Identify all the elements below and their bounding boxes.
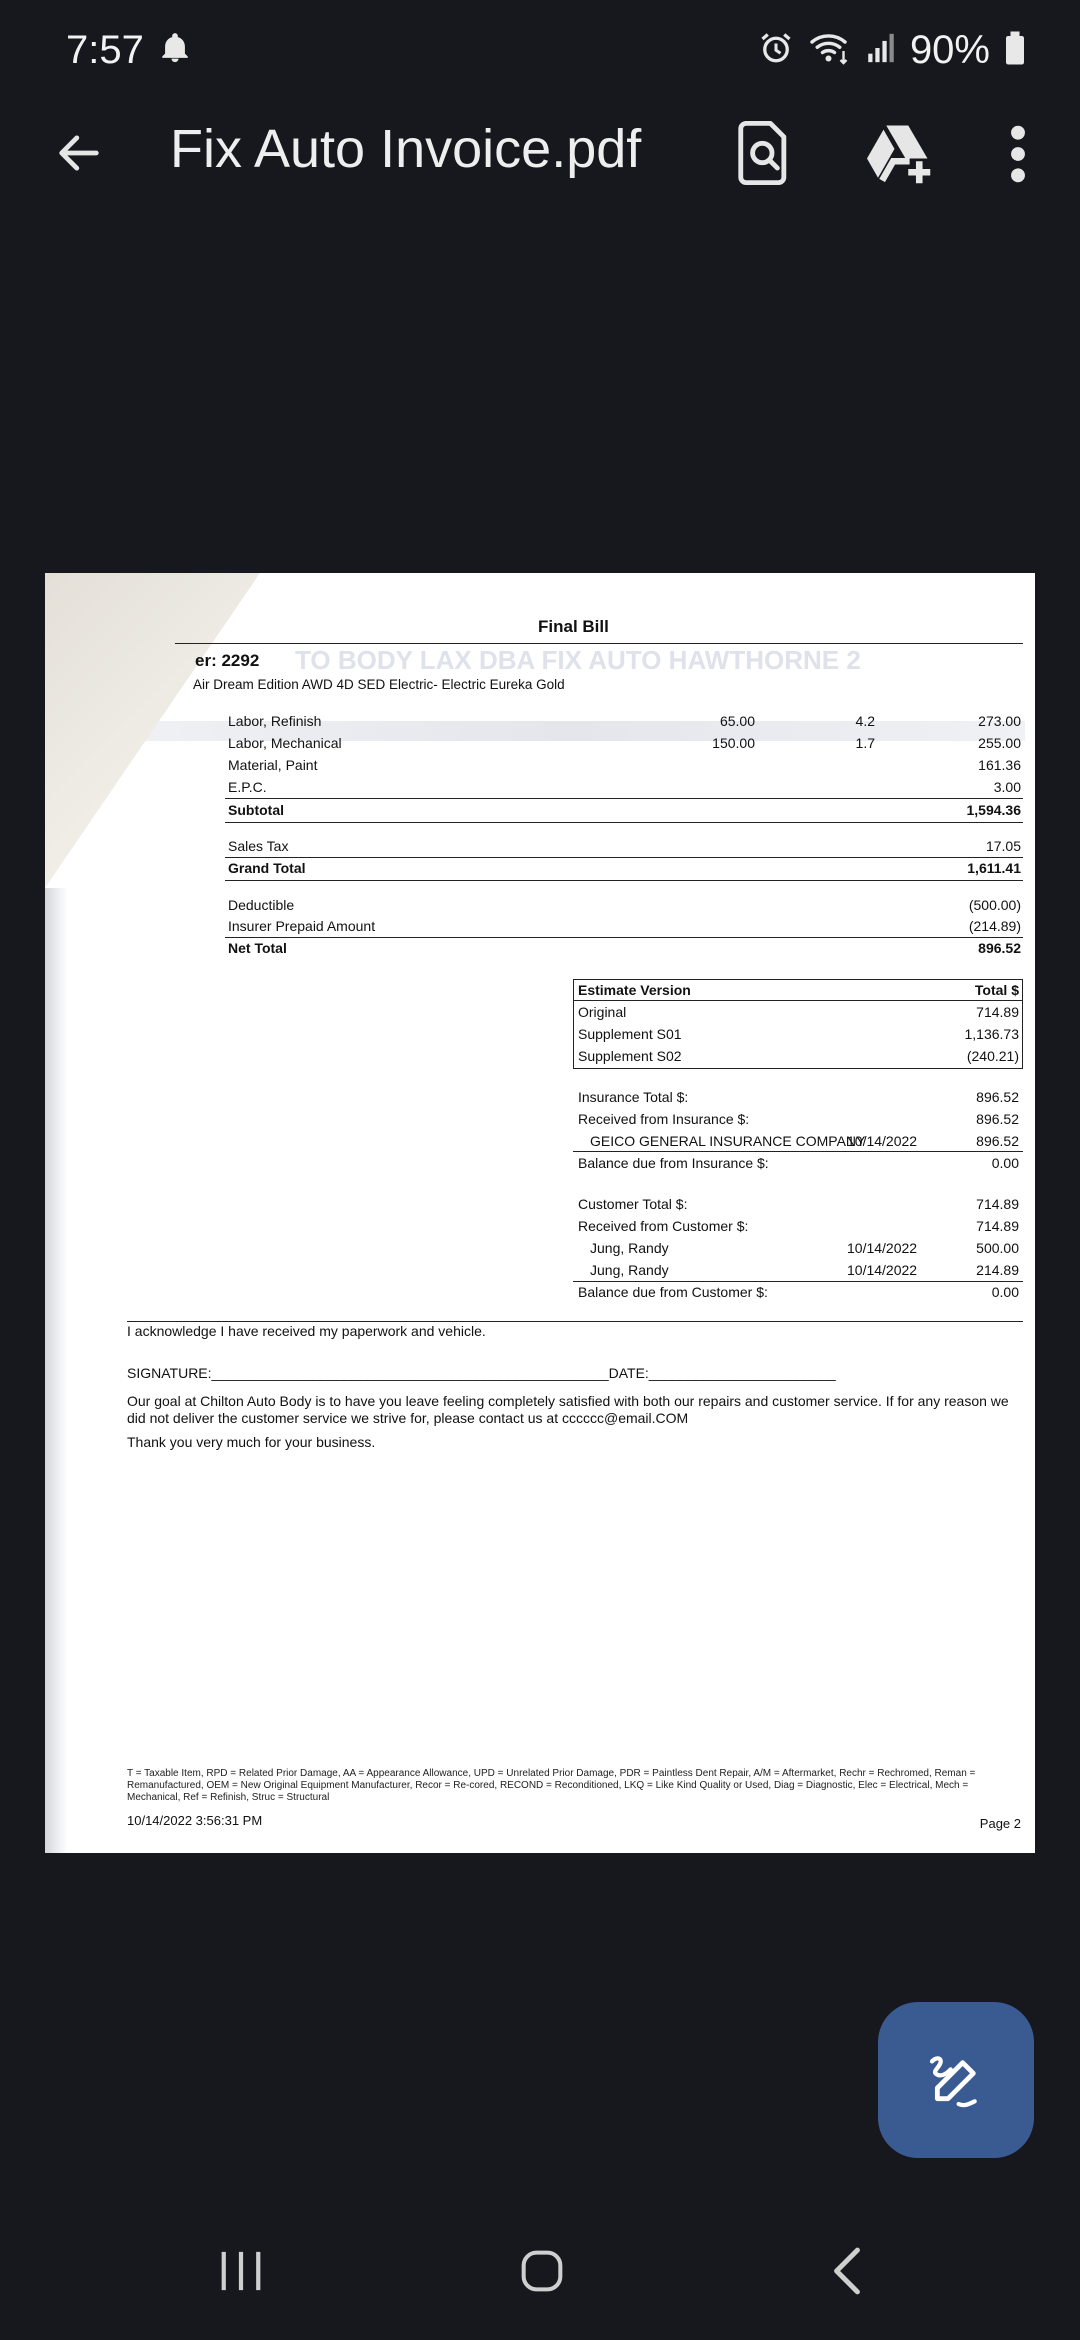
acknowledge-text: I acknowledge I have received my paperwork and vehicle. (127, 1323, 486, 1339)
insurance-total-amount: 896.52 (976, 1089, 1019, 1105)
customer-payment-date: 10/14/2022 (847, 1240, 918, 1256)
line-item-hours: 4.2 (855, 713, 875, 729)
alarm-icon (758, 30, 794, 71)
estimate-version-amount: 1,136.73 (964, 1026, 1019, 1042)
net-total-amount: 896.52 (978, 940, 1021, 956)
edit-fab-button[interactable] (878, 2002, 1034, 2158)
net-total-label: Net Total (228, 940, 287, 956)
customer-payment-amount: 214.89 (976, 1262, 1019, 1278)
add-to-drive-button[interactable] (864, 120, 936, 186)
line-item-label: Material, Paint (228, 757, 318, 773)
heading-divider (175, 643, 1023, 644)
grand-total-divider-top (225, 857, 1023, 858)
search-document-icon (732, 118, 798, 188)
deductible-label: Deductible (228, 897, 295, 913)
battery-percent: 90% (909, 27, 990, 72)
subtotal-amount: 1,594.36 (966, 802, 1021, 818)
search-in-document-button[interactable] (732, 118, 798, 188)
estimate-version-row: Supplement S01 (578, 1026, 682, 1042)
insurance-received-amount: 896.52 (976, 1111, 1019, 1127)
estimate-version-row: Original (578, 1004, 627, 1020)
vehicle-description: Air Dream Edition AWD 4D SED Electric- Electric Eureka Gold (193, 677, 565, 692)
battery-icon (1004, 30, 1026, 71)
print-timestamp: 10/14/2022 3:56:31 PM (127, 1813, 263, 1828)
line-item-label: Labor, Mechanical (228, 735, 342, 751)
customer-received-amount: 714.89 (976, 1218, 1019, 1234)
line-item-hours: 1.7 (855, 735, 875, 751)
sales-tax-label: Sales Tax (228, 838, 289, 854)
sales-tax-amount: 17.05 (985, 838, 1021, 854)
customer-balance-label: Balance due from Customer $: (578, 1284, 768, 1300)
pdf-page[interactable] (45, 573, 1035, 1853)
line-item-amount: 273.00 (978, 713, 1021, 729)
line-item-amount: 161.36 (978, 757, 1021, 773)
drive-add-icon (864, 120, 936, 186)
recents-icon (218, 2248, 264, 2294)
customer-total-amount: 714.89 (976, 1196, 1019, 1212)
insurance-total-label: Insurance Total $: (578, 1089, 689, 1105)
customer-service-goal: Our goal at Chilton Auto Body is to have you leave feeling completely satisfied with both our repairs and customer service. If for any reason we did not deliver the customer service we strive for, please contact us at cccccc@email.COM (127, 1393, 1009, 1426)
home-button[interactable] (520, 2248, 564, 2294)
estimate-version-amount: (240.21) (966, 1048, 1019, 1064)
signal-icon (866, 31, 896, 70)
more-vert-icon (1000, 122, 1036, 186)
document-title: Fix Auto Invoice.pdf (170, 119, 642, 179)
line-item-amount: 3.00 (993, 779, 1021, 795)
customer-payment-date: 10/14/2022 (847, 1262, 918, 1278)
arrow-back-icon (53, 127, 105, 179)
grand-total-label: Grand Total (228, 860, 306, 876)
subtotal-divider-top (225, 798, 1023, 799)
back-button[interactable] (48, 122, 110, 184)
customer-received-label: Received from Customer $: (578, 1218, 749, 1234)
app-bar (0, 100, 1080, 204)
customer-payment-amount: 500.00 (976, 1240, 1019, 1256)
document-heading: Final Bill (538, 617, 609, 636)
insurance-balance-amount: 0.00 (991, 1155, 1019, 1171)
ghost-header-text: TO BODY LAX DBA FIX AUTO HAWTHORNE 2 (295, 645, 861, 675)
insurance-balance-label: Balance due from Insurance $: (578, 1155, 769, 1171)
home-icon (520, 2248, 564, 2294)
page-edge-shadow (45, 888, 67, 1853)
estimate-version-amount: 714.89 (976, 1004, 1019, 1020)
grand-total-divider-bottom (225, 880, 1023, 881)
net-total-divider-top (225, 937, 1023, 938)
insurance-received-label: Received from Insurance $: (578, 1111, 750, 1127)
estimate-version-row: Supplement S02 (578, 1048, 682, 1064)
estimate-version-header: Estimate Version (578, 982, 691, 998)
signature-line: SIGNATURE:___________________________________________________DATE:________________________ (127, 1365, 836, 1381)
line-item-label: E.P.C. (228, 779, 267, 795)
line-item-rate: 65.00 (719, 713, 755, 729)
customer-balance-amount: 0.00 (991, 1284, 1019, 1300)
subtotal-divider-bottom (225, 822, 1023, 823)
customer-total-label: Customer Total $: (578, 1196, 688, 1212)
chevron-left-icon (832, 2246, 862, 2296)
recents-button[interactable] (218, 2248, 264, 2294)
insurance-payer-amount: 896.52 (976, 1133, 1019, 1149)
estimate-total-header: Total $ (974, 982, 1019, 998)
bell-icon (158, 30, 192, 71)
insurance-payer-name: GEICO GENERAL INSURANCE COMPANY (590, 1133, 866, 1149)
thank-you-text: Thank you very much for your business. (127, 1434, 376, 1450)
status-bar (0, 0, 1080, 100)
more-options-button[interactable] (1000, 122, 1036, 186)
edit-pen-icon (924, 2048, 988, 2112)
insurance-payer-date: 10/14/2022 (847, 1133, 918, 1149)
insurance-balance-divider (573, 1151, 1023, 1152)
status-time: 7:57 (66, 27, 144, 72)
customer-payment-name: Jung, Randy (590, 1240, 669, 1256)
deductible-amount: (500.00) (968, 897, 1021, 913)
line-item-label: Labor, Refinish (228, 713, 322, 729)
wifi-icon (808, 30, 852, 71)
insurer-prepaid-amount: (214.89) (968, 918, 1021, 934)
grand-total-amount: 1,611.41 (967, 860, 1021, 876)
system-nav-bar (0, 2200, 1080, 2340)
table-header-divider (574, 1000, 1022, 1001)
system-back-button[interactable] (832, 2246, 862, 2296)
abbreviation-footnote: T = Taxable Item, RPD = Related Prior Damage, AA = Appearance Allowance, UPD = Unrelated Prior Damage, PDR = Paintless Dent Repair, A/M = Aftermarket, Rechr = Rechromed, Reman = Remanufactured, OEM = New Original Equipment Manufacturer, Recor = Re-cored, RECOND = Reconditioned, LKQ = Like Kind Quality or Used, Diag = Diagnostic, Elec = Electrical, Mech = Mechanical, Ref = Refinish, Struc = Structural (127, 1768, 976, 1803)
subtotal-label: Subtotal (228, 802, 284, 818)
customer-balance-divider (573, 1281, 1023, 1282)
page-number: Page 2 (979, 1816, 1021, 1831)
customer-payment-name: Jung, Randy (590, 1262, 669, 1278)
line-item-amount: 255.00 (978, 735, 1021, 751)
repair-order-number: er: 2292 (195, 651, 260, 670)
acknowledge-divider (127, 1321, 1023, 1322)
insurer-prepaid-label: Insurer Prepaid Amount (228, 918, 376, 934)
line-item-rate: 150.00 (712, 735, 755, 751)
